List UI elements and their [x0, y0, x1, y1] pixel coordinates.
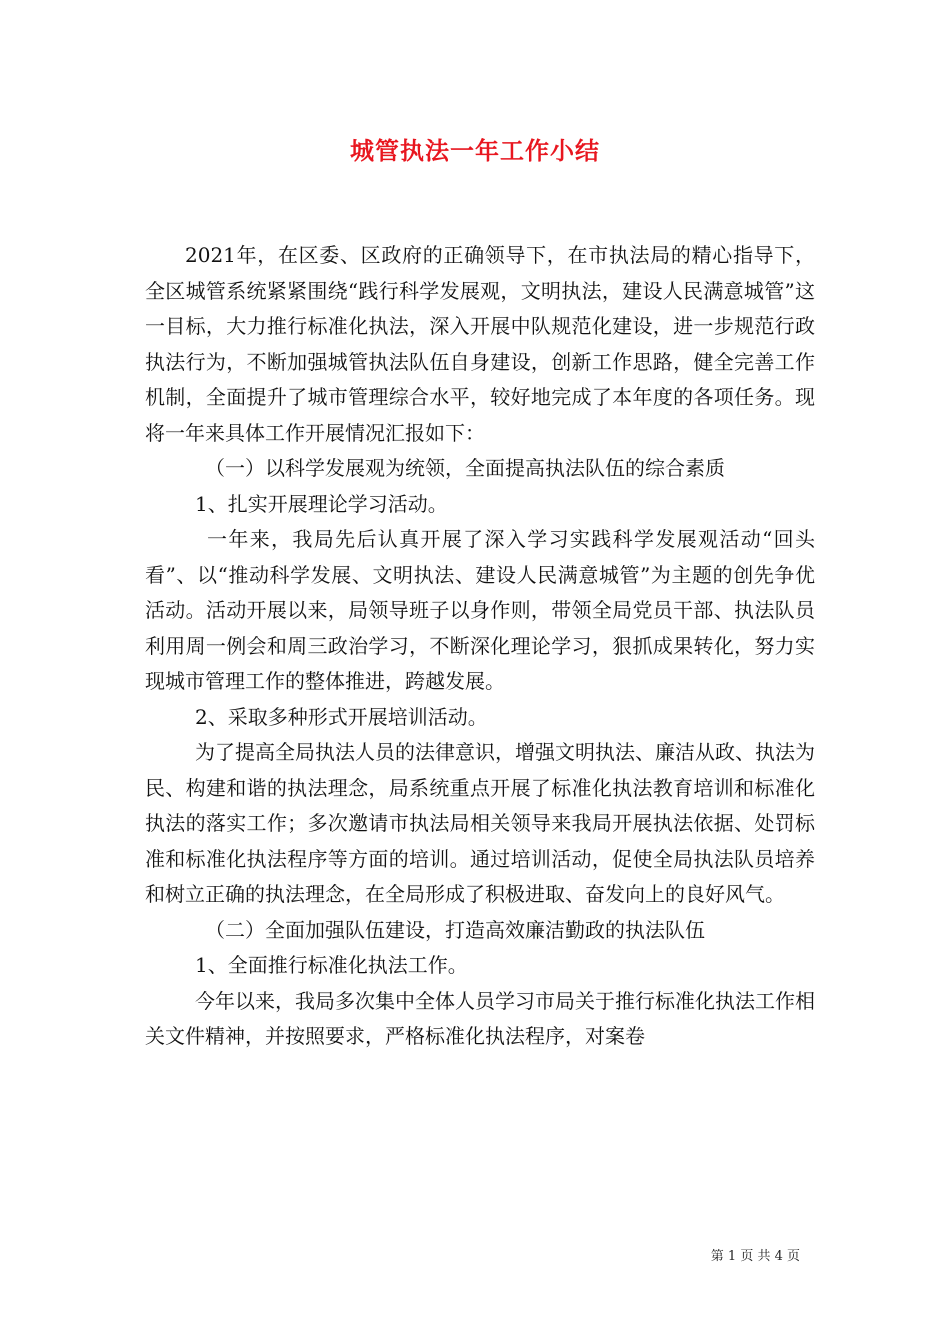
subheading-2-1: 1、全面推行标准化执法工作。 [195, 953, 468, 977]
paragraph-standardization: 今年以来，我局多次集中全体人员学习市局关于推行标准化执法工作相关文件精神，并按照要求，严格标准化执法程序，对案卷 [145, 988, 815, 1048]
document-title: 城管执法一年工作小结 [350, 136, 600, 165]
page-number: 第 1 页 共 4 页 [710, 1249, 800, 1264]
paragraph-training: 为了提高全局执法人员的法律意识，增强文明执法、廉洁从政、执法为民、构建和谐的执法理念，局系统重点开展了标准化执法教育培训和标准化执法的落实工作；多次邀请市执法局相关领导来我局开展执法依据、处罚标准和标准化执法程序等方面的培训。通过培训活动，促使全局执法队员培养和树立正确的执法理念，在全局形成了积极进取、奋发向上的良好风气。 [145, 740, 815, 906]
paragraph-intro: 2021年，在区委、区政府的正确领导下，在市执法局的精心指导下，全区城管系统紧紧围绕“践行科学发展观，文明执法，建设人民满意城管”这一目标，大力推行标准化执法，深入开展中队规范化建设，进一步规范行政执法行为，不断加强城管执法队伍自身建设，创新工作思路，健全完善工作机制，全面提升了城市管理综合水平，较好地完成了本年度的各项任务。现将一年来具体工作开展情况汇报如下： [145, 243, 815, 445]
paragraph-theory-study: 一年来，我局先后认真开展了深入学习实践科学发展观活动“回头看”、以“推动科学发展、文明执法、建设人民满意城管”为主题的创先争优活动。活动开展以来，局领导班子以身作则，带领全局党员干部、执法队员利用周一例会和周三政治学习，不断深化理论学习，狠抓成果转化，努力实现城市管理工作的整体推进，跨越发展。 [145, 527, 815, 693]
subheading-1-1: 1、扎实开展理论学习活动。 [195, 491, 448, 516]
section-heading-1: （一）以科学发展观为统领，全面提高执法队伍的综合素质 [205, 456, 725, 480]
document-body [145, 238, 815, 1055]
section-heading-2: （二）全面加强队伍建设，打造高效廉洁勤政的执法队伍 [205, 917, 705, 942]
subheading-1-2: 2、采取多种形式开展培训活动。 [195, 704, 488, 729]
